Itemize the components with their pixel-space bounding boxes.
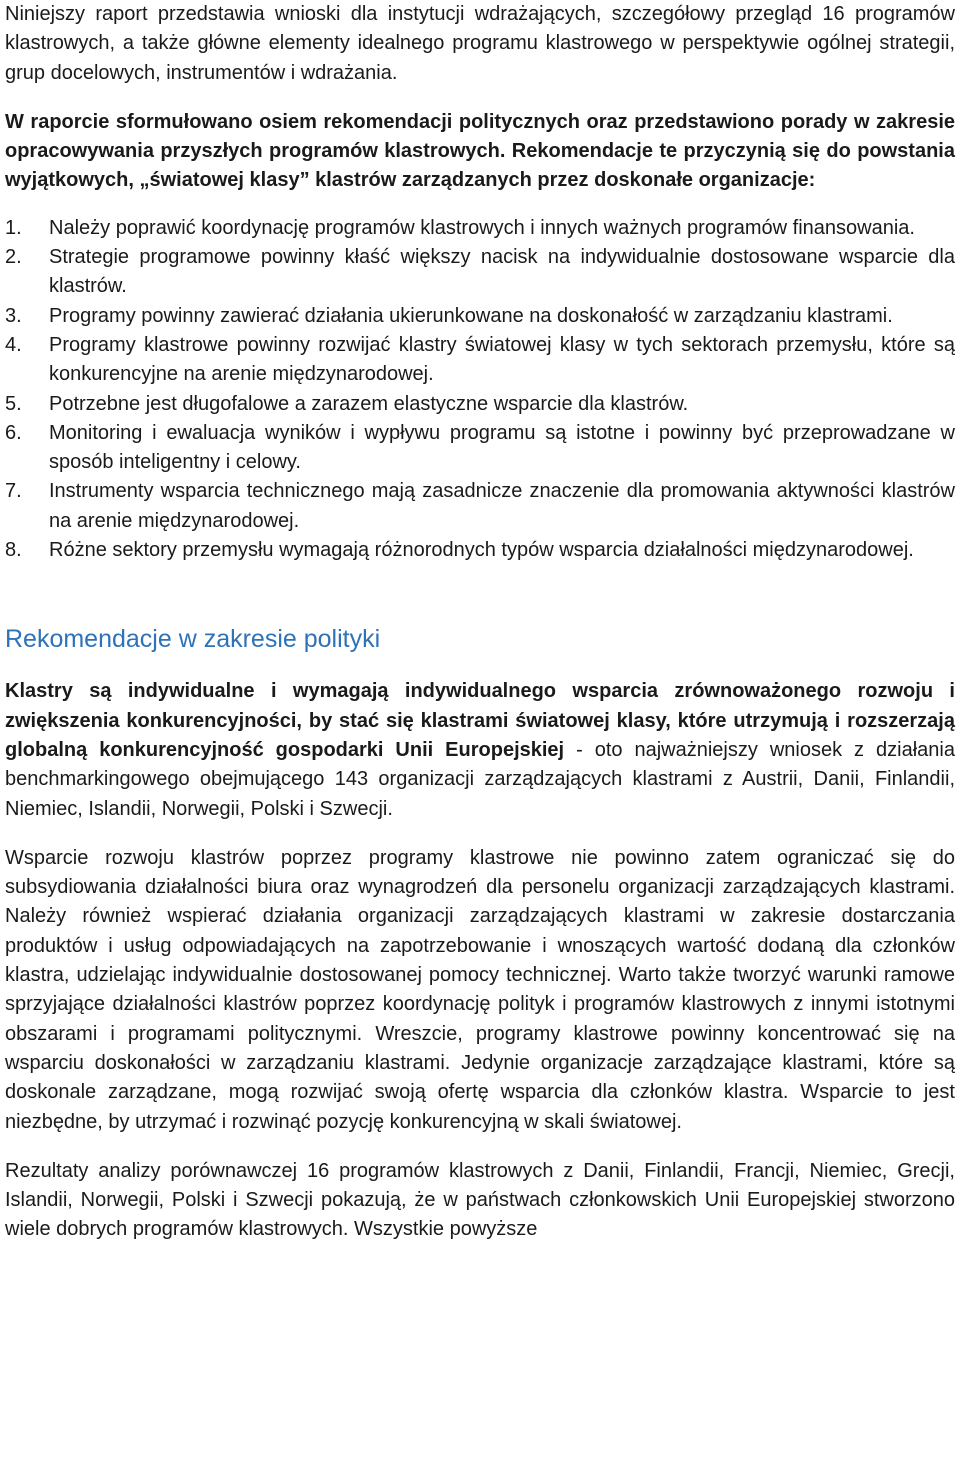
section-heading: Rekomendacje w zakresie polityki [5,625,381,654]
recommendation-text: Instrumenty wsparcia technicznego mają zasadnicze znaczenie dla promowania aktywności klastrów na arenie międzynarodowej. [49,480,955,532]
recommendation-item [5,477,955,536]
section-paragraph-1-rest: - oto najważniejszy wniosek z działania benchmarkingowego obejmującego 143 organizacji zarządzających klastrami z Austrii, Danii, Finlandii, Niemiec, Islandii, Norwegii, Polski i Szwecji. [5,738,955,820]
recommendation-text: Potrzebne jest długofalowe a zarazem elastyczne wsparcie dla klastrów. [49,392,689,415]
recommendation-number: 2. [5,246,22,269]
recommendation-text: Programy klastrowe powinny rozwijać klastry światowej klasy w tych sektorach przemysłu, które są konkurencyjne na arenie międzynarodowej. [49,333,955,386]
recommendations-list [5,214,955,566]
recommendation-text: Strategie programowe powinny kłaść większy nacisk na indywidualnie dostosowane wsparcie dla klastrów. [49,246,955,298]
recommendation-item [5,390,955,419]
recommendation-item [5,331,955,390]
recommendation-number: 6. [5,421,22,444]
section-paragraph-3: Rezultaty analizy porównawczej 16 programów klastrowych z Danii, Finlandii, Francji, Niemiec, Grecji, Islandii, Norwegii, Polski i Szwecji pokazują, że w państwach członkowskich Unii Europejskiej stworzono wiele dobrych programów klastrowych. Wszystkie powyższe [5,1159,955,1241]
recommendation-item [5,536,955,565]
recommendation-text: Należy poprawić koordynację programów klastrowych i innych ważnych programów finansowania. [49,216,915,239]
recommendation-item [5,419,955,478]
recommendation-number: 1. [5,216,22,239]
recommendation-number: 8. [5,539,22,562]
recommendation-item [5,302,955,331]
intro-paragraph-1: Niniejszy raport przedstawia wnioski dla instytucji wdrażających, szczegółowy przegląd 16 programów klastrowych, a także główne elementy idealnego programu klastrowego w perspektywie ogólnej strategii, grup docelowych, instrumentów i wdrażania. [5,3,955,84]
recommendation-text: Różne sektory przemysłu wymagają różnorodnych typów wsparcia działalności międzynarodowej. [49,539,914,562]
recommendation-number: 5. [5,392,22,415]
recommendation-item [5,243,955,302]
recommendation-text: Programy powinny zawierać działania ukierunkowane na doskonałość w zarządzaniu klastrami. [49,304,893,327]
recommendation-number: 4. [5,333,22,356]
recommendation-number: 7. [5,480,22,503]
section-paragraph-1-bold: Klastry są indywidualne i wymagają indywidualnego wsparcia zrównoważonego rozwoju i zwiększenia konkurencyjności, by stać się klastrami światowej klasy, które utrzymują i rozszerzają globalną konkurencyjność gospodarki Unii Europejskiej [5,680,955,761]
intro-paragraph-2: W raporcie sformułowano osiem rekomendacji politycznych oraz przedstawiono porady w zakresie opracowywania przyszłych programów klastrowych. Rekomendacje te przyczynią się do powstania wyjątkowych, „światowej klasy” klastrów zarządzanych przez doskonałe organizacje: [5,110,955,192]
recommendation-text: Monitoring i ewaluacja wyników i wypływu programu są istotne i powinny być przeprowadzane w sposób inteligentny i celowy. [49,421,955,474]
document-page [5,0,955,1245]
recommendation-number: 3. [5,304,22,327]
recommendation-item [5,214,955,243]
section-paragraph-1 [5,677,955,823]
section-paragraph-2: Wsparcie rozwoju klastrów poprzez programy klastrowe nie powinno zatem ograniczać się do subsydiowania działalności biura oraz wynagrodzeń dla personelu organizacji zarządzających klastrami. Należy również wspierać działania organizacji zarządzających klastrami w zakresie dostarczania produktów i usług odpowiadających na zapotrzebowanie i wnoszących wartość dodaną dla członków klastra, udzielając indywidualnie dostosowanej pomocy technicznej. Warto także tworzyć warunki ramowe sprzyjające działalności klastrów poprzez koordynację polityk i programów klastrowych z innymi istotnymi obszarami i programami politycznymi. Wreszcie, programy klastrowe powinny koncentrować się na wsparciu doskonałości w zarządzaniu klastrami. Jedynie organizacje zarządzające klastrami, które są doskonale zarządzane, mogą rozwijać swoją ofertę wsparcia dla członków klastra. Wsparcie to jest niezbędne, by utrzymać i rozwinąć pozycję konkurencyjną w skali światowej. [5,846,955,1133]
